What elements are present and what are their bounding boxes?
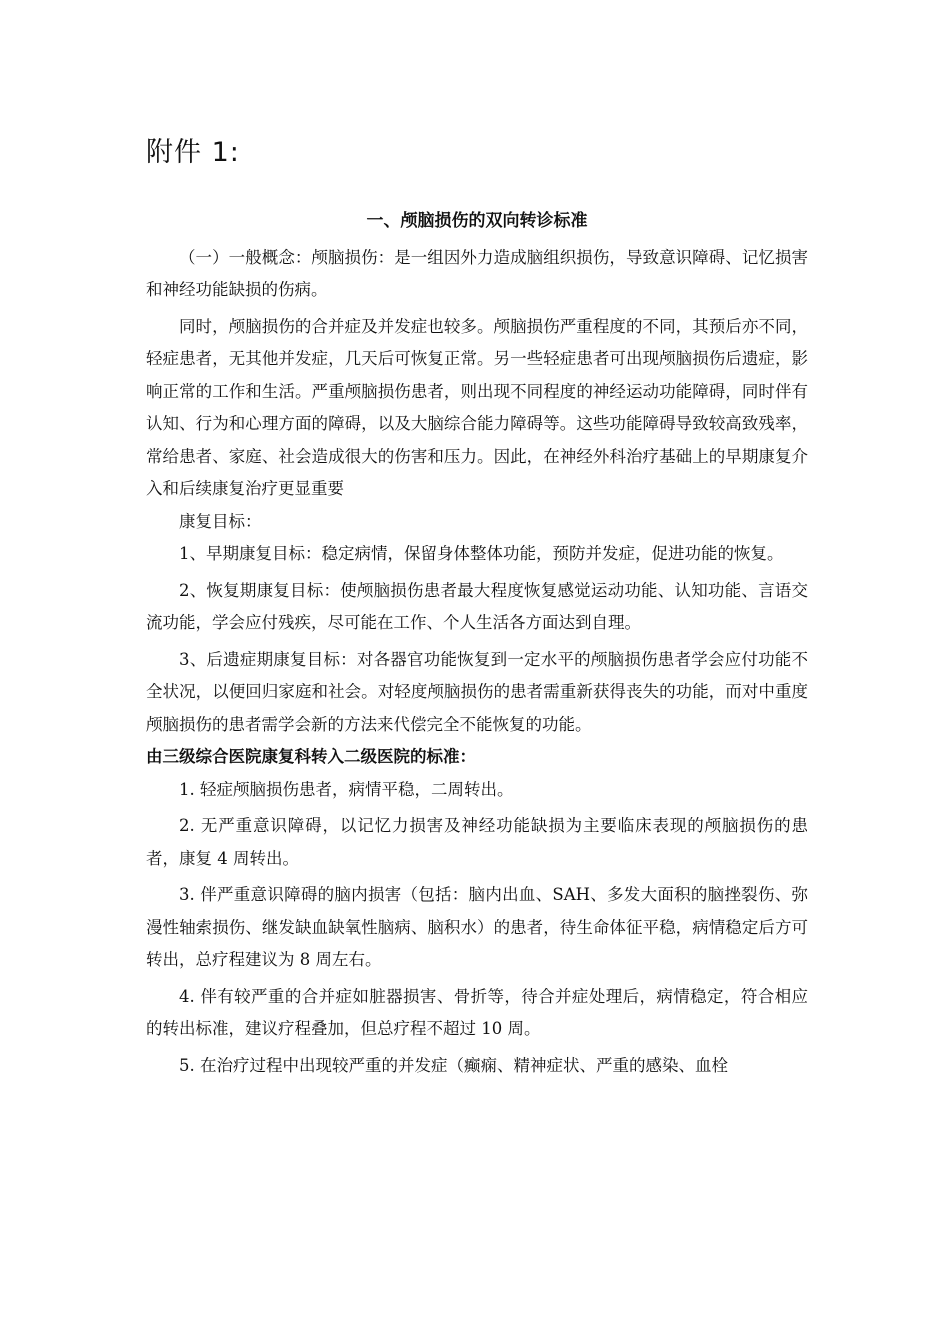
document-title: 一、颅脑损伤的双向转诊标准 xyxy=(366,211,588,231)
paragraph-complications: 同时，颅脑损伤的合并症及并发症也较多。颅脑损伤严重程度的不同，其预后亦不同，轻症患者，无其他并发症，几天后可恢复正常。另一些轻症患者可出现颅脑损伤后遗症，影响正常的工作和生活。严重颅脑损伤患者，则出现不同程度的神经运动功能障碍，同时伴有认知、行为和心理方面的障碍，以及大脑综合能力障碍等。这些功能障碍导致较高致残率，常给患者、家庭、社会造成很大的伤害和压力。因此，在神经外科治疗基础上的早期康复介入和后续康复治疗更显重要 xyxy=(146,316,808,498)
paragraph-goal-early: 1、早期康复目标：稳定病情，保留身体整体功能，预防并发症，促进功能的恢复。 xyxy=(179,544,784,563)
paragraph-goal-sequelae: 3、后遗症期康复目标：对各器官功能恢复到一定水平的颅脑损伤患者学会应付功能不全状况，以便回归家庭和社会。对轻度颅脑损伤的患者需重新获得丧失的功能，而对中重度颅脑损伤的患者需学会新的方法来代偿完全不能恢复的功能。 xyxy=(146,649,808,734)
paragraph-general-concept: （一）一般概念：颅脑损伤：是一组因外力造成脑组织损伤，导致意识障碍、记忆损害和神经功能缺损的伤病。 xyxy=(146,247,808,299)
paragraph-rehab-goals-heading: 康复目标： xyxy=(179,511,262,531)
criteria-item-5: 5. 在治疗过程中出现较严重的并发症（癫痫、精神症状、严重的感染、血栓 xyxy=(179,1055,728,1075)
criteria-item-4: 4. 伴有较严重的合并症如脏器损害、骨折等，待合并症处理后，病情稳定，符合相应的转出标准，建议疗程叠加，但总疗程不超过 10 周。 xyxy=(146,986,808,1038)
document-body xyxy=(146,205,808,1082)
criteria-item-3: 3. 伴严重意识障碍的脑内损害（包括：脑内出血、SAH、多发大面积的脑挫裂伤、弥漫性轴索损伤、继发缺血缺氧性脑病、脑积水）的患者，待生命体征平稳，病情稳定后方可转出，总疗程建议为 8 周左右。 xyxy=(146,885,808,969)
criteria-item-2: 2. 无严重意识障碍，以记忆力损害及神经功能缺损为主要临床表现的颅脑损伤的患者，康复 4 周转出。 xyxy=(146,816,808,868)
paragraph-goal-recovery: 2、恢复期康复目标：使颅脑损伤患者最大程度恢复感觉运动功能、认知功能、言语交流功能，学会应付残疾，尽可能在工作、个人生活各方面达到自理。 xyxy=(146,580,808,632)
attachment-label: 附件 1: xyxy=(146,137,240,168)
criteria-item-1: 1. 轻症颅脑损伤患者，病情平稳，二周转出。 xyxy=(179,779,514,799)
section-heading-transfer-criteria: 由三级综合医院康复科转入二级医院的标准： xyxy=(146,747,476,766)
